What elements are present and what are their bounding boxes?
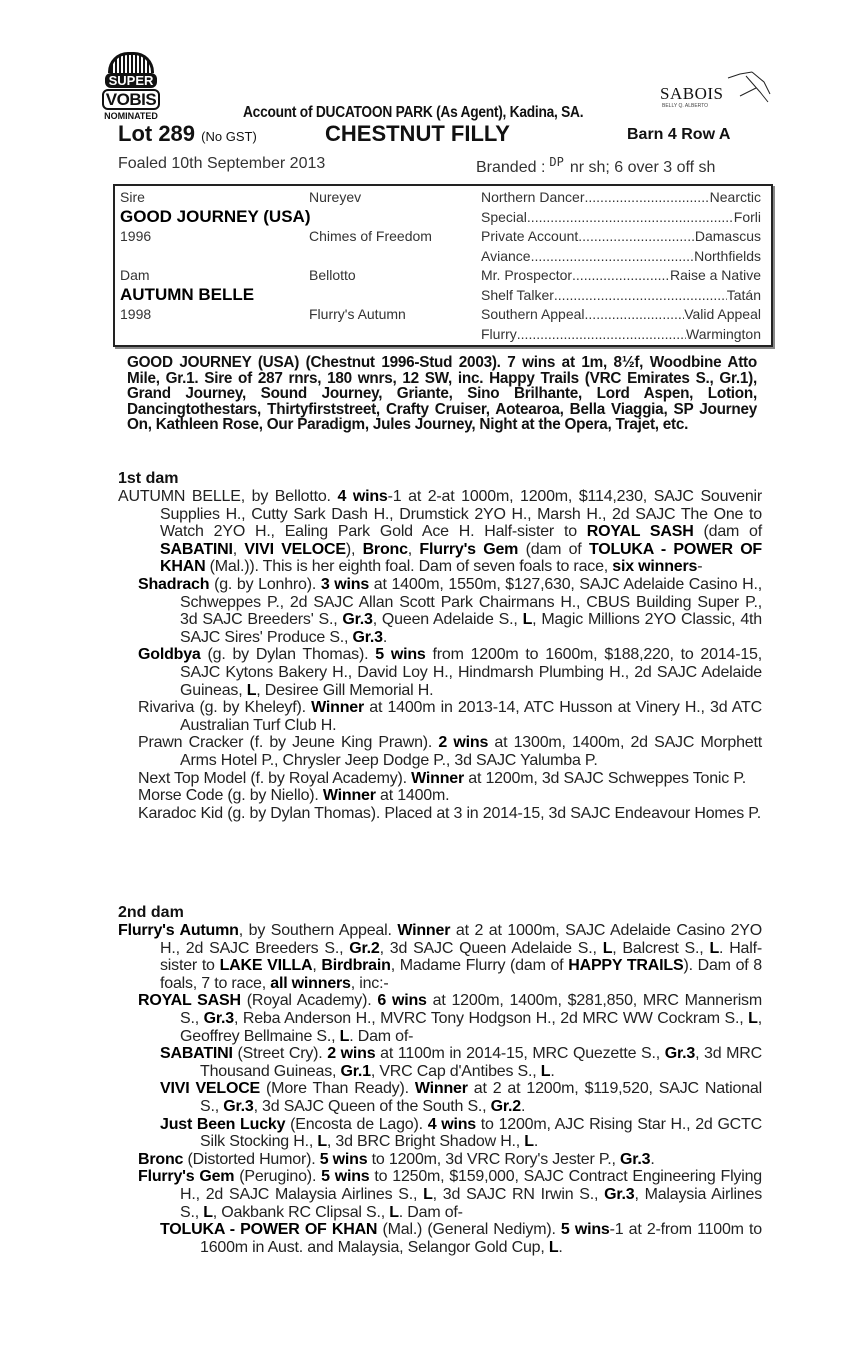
bold-text: L: [522, 611, 533, 629]
produce-entry: [118, 1151, 762, 1169]
bold-text: 2 wins: [438, 734, 489, 752]
gen3-damsire: Warmington: [686, 325, 761, 342]
text: (Mal.) (General Nediym).: [377, 1221, 561, 1239]
text: Karadoc Kid (g. by Dylan Thomas). Placed at 3 in 2014-15, 3d SAJC Endeavour Homes P.: [138, 804, 761, 822]
text: .: [558, 1238, 563, 1256]
produce-entry: [118, 805, 762, 823]
text: , Madame Flurry (dam of: [390, 957, 569, 975]
produce-entry: [118, 992, 762, 1045]
bold-text: L: [246, 681, 257, 699]
text: , 3d SAJC Queen Adelaide S.,: [379, 939, 603, 957]
bold-text: 5 wins: [321, 1168, 370, 1186]
dam-name: AUTUMN BELLE: [120, 285, 255, 304]
text: , 3d SAJC RN Irwin S.,: [432, 1185, 605, 1203]
bold-text: ROYAL SASH: [586, 523, 694, 541]
barn-location: Barn 4 Row A: [627, 126, 731, 143]
text: to 1250m, $159,000, SAJC Contract Engineering Flying H., 2d SAJC Malaysia Airlines S.,: [180, 1168, 762, 1203]
dam-year: 1998: [120, 306, 152, 322]
produce-entry: [118, 734, 762, 769]
produce-entry: [118, 1116, 762, 1151]
bold-text: L: [602, 939, 613, 957]
bold-text: Gr.3: [604, 1185, 635, 1203]
gen3-sire: Private Account: [481, 228, 579, 244]
bold-text: Gr.2: [349, 939, 380, 957]
bold-text: Winner: [322, 787, 376, 805]
logo-text: SUPER: [105, 73, 158, 88]
dam-dam: Flurry's Autumn: [309, 306, 406, 322]
bold-text: ROYAL SASH: [138, 992, 241, 1010]
bold-text: HAPPY TRAILS: [568, 957, 684, 975]
produce-entry: [118, 1168, 762, 1221]
logo-text: NOMINATED: [104, 111, 158, 121]
bold-text: Gr.3: [620, 1150, 651, 1168]
bold-text: Gr.3: [342, 611, 373, 629]
text: AUTUMN BELLE, by Bellotto.: [118, 488, 338, 505]
text: , 3d SAJC Queen of the South S.,: [253, 1097, 491, 1115]
text: (Distorted Humor).: [183, 1150, 320, 1168]
text: at 2 at 1000m, SAJC Adelaide Casino 2YO H., 2d SAJC Breeders S.,: [160, 922, 762, 957]
text: , 3d MRC Thousand Guineas,: [200, 1045, 762, 1080]
dam-sire: Bellotto: [309, 267, 356, 283]
text: (dam of: [518, 540, 589, 558]
gen3-sire: Southern Appeal: [481, 306, 585, 322]
pedigree-gen3-row: [481, 306, 761, 322]
bold-text: Gr.3: [203, 1009, 234, 1027]
bold-text: L: [748, 1009, 758, 1027]
pedigree-gen3-row: [481, 209, 761, 225]
gen3-damsire: Northfields: [694, 247, 761, 264]
sire-dam: Chimes of Freedom: [309, 228, 432, 244]
bold-text: 5 wins: [375, 646, 426, 664]
leader-dots: [527, 209, 734, 225]
text: to 1200m, AJC Rising Star H., 2d GCTC Silk Stocking H.,: [200, 1115, 762, 1151]
produce-entry: [118, 787, 762, 805]
text: (Royal Academy).: [240, 992, 378, 1010]
text: Next Top Model (f. by Royal Academy).: [138, 769, 412, 787]
bold-text: SABATINI: [160, 1045, 233, 1063]
bold-text: L: [423, 1185, 433, 1203]
bold-text: L: [317, 1133, 327, 1151]
bold-text: Flurry's Gem: [138, 1168, 235, 1186]
text: ),: [345, 540, 363, 558]
text: ,: [232, 540, 245, 558]
bold-text: LAKE VILLA: [219, 957, 313, 975]
text: , Reba Anderson H., MVRC Tony Hodgson H., 2d MRC WW Cockram S.,: [233, 1009, 749, 1027]
bold-text: 6 wins: [377, 992, 427, 1010]
bold-text: 4 wins: [337, 488, 388, 505]
brand-info: Branded : $^{DP}$ nr sh; 6 over 3 off sh: [476, 155, 716, 176]
section-heading: 1st dam: [118, 470, 179, 487]
bold-text: VIVI VELOCE: [244, 540, 346, 558]
gen3-sire: Aviance: [481, 247, 531, 264]
text: at 2 at 1200m, $119,520, SAJC National S.,: [200, 1080, 762, 1115]
bold-text: Flurry's Gem: [419, 540, 519, 558]
text: , inc:-: [350, 974, 389, 992]
text: at 1200m, 1400m, $281,850, MRC Mannerism S.,: [180, 992, 762, 1027]
gen3-sire: Northern Dancer: [481, 189, 585, 205]
text: at 1400m in 2013-14, ATC Husson at Vinery H., 3d ATC Australian Turf Club H.: [180, 699, 762, 734]
bold-text: Winner: [311, 699, 364, 717]
bold-text: 5 wins: [560, 1221, 610, 1239]
text: .: [521, 1097, 526, 1115]
bold-text: L: [203, 1203, 213, 1221]
bold-text: Just Been Lucky: [160, 1115, 286, 1133]
sun-emblem-icon: [108, 52, 154, 73]
bold-text: TOLUKA - POWER OF KHAN: [160, 540, 763, 576]
bold-text: L: [339, 1027, 350, 1045]
text: .: [533, 1133, 539, 1151]
bold-text: all winners: [270, 974, 351, 992]
gen3-damsire: Tatán: [726, 286, 761, 303]
gen3-damsire: Nearctic: [709, 189, 761, 205]
gen3-sire: Mr. Prospector: [481, 267, 573, 283]
text: .: [382, 628, 388, 646]
produce-entry: [118, 646, 762, 699]
foaled-date: Foaled 10th September 2013: [118, 155, 326, 172]
text: , Balcrest S.,: [612, 939, 710, 957]
text: . Dam of-: [349, 1027, 414, 1045]
text: , Queen Adelaide S.,: [372, 611, 523, 629]
leader-dots: [585, 306, 685, 322]
text: .: [650, 1150, 655, 1168]
gen3-damsire: Raise a Native: [669, 267, 761, 283]
text: Morse Code (g. by Niello).: [138, 787, 323, 805]
bold-text: Gr.2: [490, 1097, 522, 1115]
produce-entry: [118, 922, 762, 992]
super-vobis-logo: [96, 52, 166, 121]
gst-note: (No GST): [201, 129, 257, 144]
text: (Perugino).: [234, 1168, 322, 1186]
text: at 1100m in 2014-15, MRC Quezette S.,: [375, 1045, 665, 1063]
text: (Encosta de Lago).: [285, 1115, 428, 1133]
gen3-damsire: Damascus: [694, 228, 761, 244]
first-dam-section: [118, 470, 762, 822]
lot-number: Lot 289 (No GST): [118, 121, 257, 146]
text: (g. by Lonhro).: [209, 575, 321, 593]
pedigree-gen3-row: [481, 326, 761, 342]
sire-sire: Nureyev: [309, 189, 362, 205]
produce-entry: [118, 699, 762, 734]
text: . Dam of-: [398, 1203, 463, 1221]
bold-text: SABATINI: [160, 540, 233, 558]
bold-text: Winner: [411, 769, 465, 787]
leader-dots: [578, 228, 695, 244]
text: Rivariva (g. by Kheleyf).: [138, 699, 312, 717]
bold-text: six winners: [612, 558, 698, 576]
pedigree-table: [113, 184, 773, 347]
text: ,: [312, 957, 322, 975]
gen3-sire: Flurry: [481, 325, 517, 342]
produce-entry: [118, 770, 762, 788]
text: , Oakbank RC Clipsal S.,: [212, 1203, 390, 1221]
text: . Half-sister to: [160, 939, 762, 975]
bold-text: Goldbya: [138, 646, 201, 664]
bold-text: Bronc: [138, 1150, 184, 1168]
colour-sex: CHESTNUT FILLY: [325, 121, 510, 146]
bold-text: 2 wins: [327, 1045, 376, 1063]
text: (dam of: [693, 523, 762, 541]
bold-text: Birdbrain: [321, 957, 391, 975]
bold-text: Winner: [414, 1080, 468, 1098]
text: , Malaysia Airlines S.,: [180, 1185, 762, 1221]
bold-text: Gr.3: [352, 628, 383, 646]
leader-dots: [554, 287, 727, 303]
text: from 1200m to 1600m, $188,220, to 2014-15, SAJC Kytons Bakery H., David Loy H., Hindmarsh Plumbing H., 2d SAJC Adelaide Guineas,: [180, 646, 762, 699]
pedigree-gen3-row: [481, 267, 761, 283]
text: , Desiree Gill Memorial H.: [256, 681, 434, 699]
leader-dots: [585, 189, 710, 205]
bold-text: TOLUKA - POWER OF KHAN: [160, 1221, 378, 1239]
bold-text: 3 wins: [320, 575, 370, 593]
bold-text: Bronc: [362, 540, 408, 558]
pedigree-gen3-row: [481, 287, 761, 303]
text: -1 at 2-from 1100m to 1600m in Aust. and Malaysia, Selangor Gold Cup,: [200, 1221, 762, 1256]
text: ). Dam of 8 foals, 7 to race,: [160, 957, 763, 992]
sire-year: 1996: [120, 228, 152, 244]
text: -1 at 2-at 1000m, 1200m, $114,230, SAJC Souvenir Supplies H., Cutty Sark Dash H., Drumstick 2YO H., Marsh H., 2d SAJC The One to Watch 2YO H., Ealing Park Gold Ace H. Half-sister to: [160, 488, 763, 541]
sire-label: Sire: [120, 189, 145, 205]
gen3-damsire: Valid Appeal: [684, 306, 761, 322]
gen3-sire: Special: [481, 208, 527, 225]
produce-entry: [118, 488, 762, 576]
sabois-logo: SABOIS BELLY Q. ALBERTO: [660, 68, 772, 108]
sire-name: GOOD JOURNEY (USA): [120, 207, 311, 226]
leader-dots: [531, 248, 695, 264]
text: (Street Cry).: [232, 1045, 328, 1063]
text: at 1300m, 1400m, 2d SAJC Morphett Arms Hotel P., Chrysler Jeep Dodge P., 3d SAJC Yalumba P.: [180, 734, 762, 769]
bold-text: 5 wins: [319, 1150, 368, 1168]
pedigree-gen3-row: [481, 248, 761, 264]
text: (g. by Dylan Thomas).: [200, 646, 376, 664]
brand-mark: DP: [549, 155, 564, 169]
bold-text: Gr.1: [340, 1062, 371, 1080]
text: , Geoffrey Bellmaine S.,: [180, 1009, 762, 1045]
text: .: [550, 1062, 555, 1080]
text: Prawn Cracker (f. by Jeune King Prawn).: [138, 734, 439, 752]
text: , Magic Millions 2YO Classic, 4th SAJC Sires' Produce S.,: [180, 611, 762, 646]
produce-entry: [118, 576, 762, 646]
leader-dots: [572, 267, 670, 283]
text: to 1200m, 3d VRC Rory's Jester P.,: [367, 1150, 620, 1168]
text: , by Southern Appeal.: [238, 922, 398, 939]
produce-entry: [118, 1080, 762, 1115]
leader-dots: [517, 326, 686, 342]
bold-text: L: [548, 1238, 559, 1256]
vendor-account: Account of DUCATOON PARK (As Agent), Kadina, SA.: [243, 104, 584, 121]
text: (More Than Ready).: [260, 1080, 415, 1098]
bold-text: VIVI VELOCE: [160, 1080, 261, 1098]
bold-text: Flurry's Autumn: [118, 922, 239, 939]
text: ,: [407, 540, 420, 558]
bold-text: L: [524, 1133, 534, 1151]
bold-text: Gr.3: [664, 1045, 696, 1063]
bold-text: L: [709, 939, 720, 957]
text: , 3d BRC Bright Shadow H.,: [326, 1133, 525, 1151]
gen3-damsire: Forli: [733, 208, 761, 225]
produce-entry: [118, 1045, 762, 1080]
section-heading: 2nd dam: [118, 904, 184, 921]
pedigree-gen3-row: [481, 228, 761, 244]
bold-text: Gr.3: [223, 1097, 254, 1115]
bold-text: Winner: [397, 922, 451, 939]
text: , VRC Cap d'Antibes S.,: [370, 1062, 541, 1080]
sire-summary: GOOD JOURNEY (USA) (Chestnut 1996-Stud 2003). 7 wins at 1m, 8½f, Woodbine Atto Mile, Gr.1. Sire of 287 rnrs, 180 wnrs, 12 SW, inc. Happy Trails (VRC Emirates S., Gr.1), Grand Journey, Sound Journey, Griante, Sino Brilhante, Lord Aspen, Lotion, Dancingtothestars, Thirtyfirststreet, Crafty Cruiser, Aotearoa, Bella Viaggia, SP Journey On, Kathleen Rose, Our Paradigm, Jules Journey, Night at the Opera, Trajet, etc.: [127, 354, 757, 433]
text: at 1200m, 3d SAJC Schweppes Tonic P.: [464, 769, 746, 787]
text: at 1400m, 1550m, $127,630, SAJC Adelaide Casino H., Schweppes P., 2d SAJC Allan Scott Park Chairmans H., CBUS Building Super P., 3d SAJC Breeders' S.,: [180, 575, 762, 629]
logo-text: VOBIS: [102, 89, 160, 110]
second-dam-section: [118, 904, 762, 1256]
text: (Mal.)). This is her eighth foal. Dam of seven foals to race,: [205, 558, 613, 576]
bold-text: L: [540, 1062, 551, 1080]
bold-text: L: [389, 1203, 399, 1221]
bold-text: Shadrach: [138, 575, 210, 593]
pedigree-gen3-row: [481, 189, 761, 205]
gen3-sire: Shelf Talker: [481, 286, 554, 303]
text: -: [697, 558, 703, 576]
bold-text: 4 wins: [427, 1115, 476, 1133]
text: at 1400m.: [375, 787, 450, 805]
dam-label: Dam: [120, 267, 150, 283]
produce-entry: [118, 1221, 762, 1256]
